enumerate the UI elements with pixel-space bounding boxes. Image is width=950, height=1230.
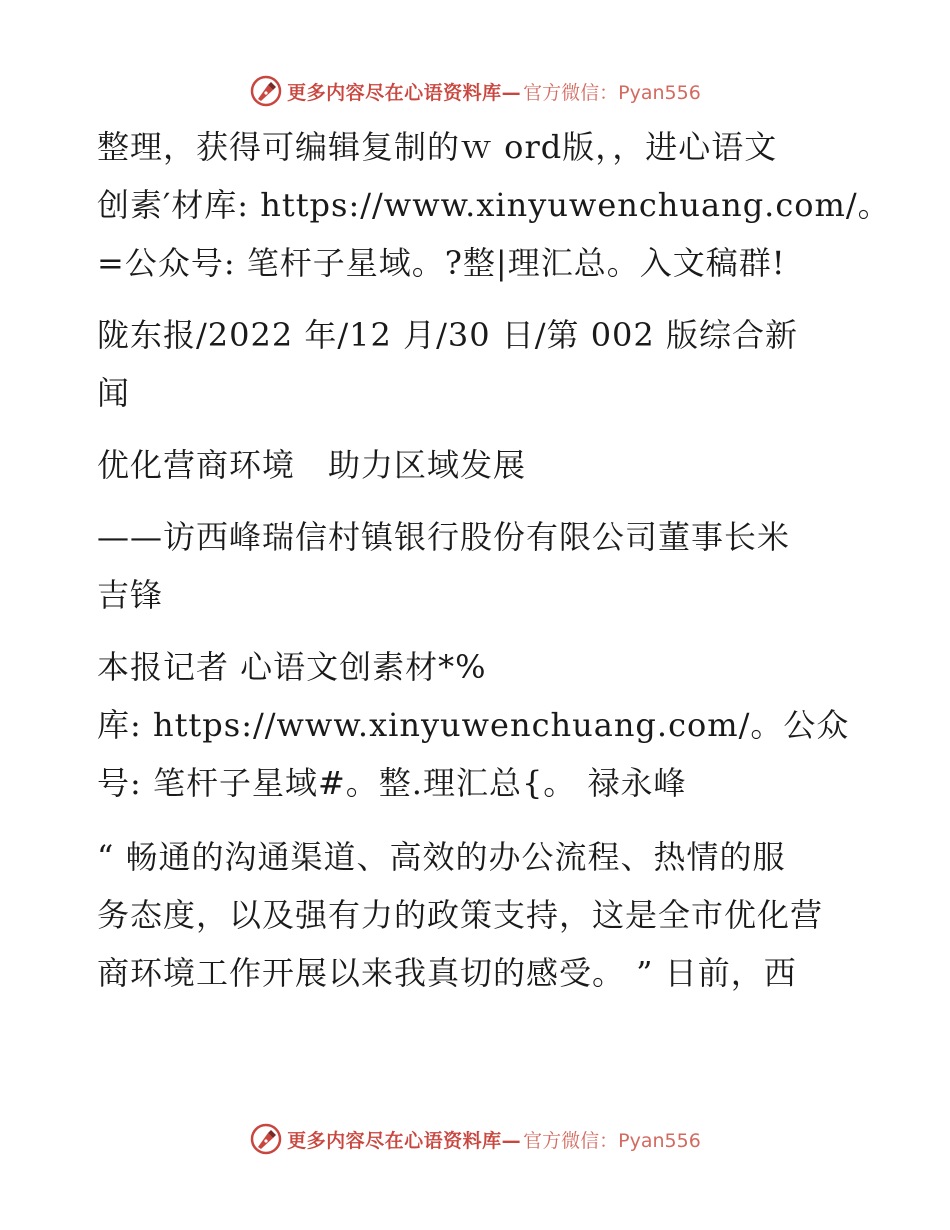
dateline: 陇东报/2022 年/12 月/30 日/第 002 版综合新 xyxy=(97,316,798,354)
byline: 库: https://www.xinyuwenchuang.com/。公众 xyxy=(97,706,850,744)
intro-line: 整理，获得可编辑复制的ｗ ord版，，进心语文 xyxy=(97,128,778,166)
headline: 优化营商环境 助力区域发展 xyxy=(97,446,527,484)
watermark-banner-bottom xyxy=(0,1119,950,1159)
body-paragraph-line: 商环境工作开展以来我真切的感受。 ” 日前，西 xyxy=(97,954,797,992)
body-paragraph-line: 务态度，以及强有力的政策支持，这是全市优化营 xyxy=(97,896,824,934)
watermark-text: 更多内容尽在心语资料库— xyxy=(287,1129,522,1152)
subtitle: ——访西峰瑞信村镇银行股份有限公司董事长米 xyxy=(97,518,791,556)
subtitle: 吉锋 xyxy=(97,576,164,614)
document-body xyxy=(97,118,891,1002)
watermark-text: 更多内容尽在心语资料库— xyxy=(287,81,522,104)
watermark-banner-top xyxy=(0,71,950,111)
byline: 号: 笔杆子星域#。整.理汇总{。 禄永峰 xyxy=(97,764,687,802)
pen-nib-logo-icon xyxy=(249,74,283,108)
body-paragraph-line: “ 畅通的沟通渠道、高效的办公流程、热情的服 xyxy=(97,838,786,876)
watermark-wechat: 官方微信：Pyan556 xyxy=(523,81,701,104)
intro-line: 创素′材库: https://www.xinyuwenchuang.com/。 xyxy=(97,186,891,224)
intro-line: =公众号: 笔杆子星域。?整|理汇总。入文稿群! xyxy=(97,244,786,282)
byline: 本报记者 心语文创素材*% xyxy=(97,648,487,686)
pen-nib-logo-icon xyxy=(249,1122,283,1156)
watermark-wechat: 官方微信：Pyan556 xyxy=(523,1129,701,1152)
dateline: 闻 xyxy=(97,374,131,412)
